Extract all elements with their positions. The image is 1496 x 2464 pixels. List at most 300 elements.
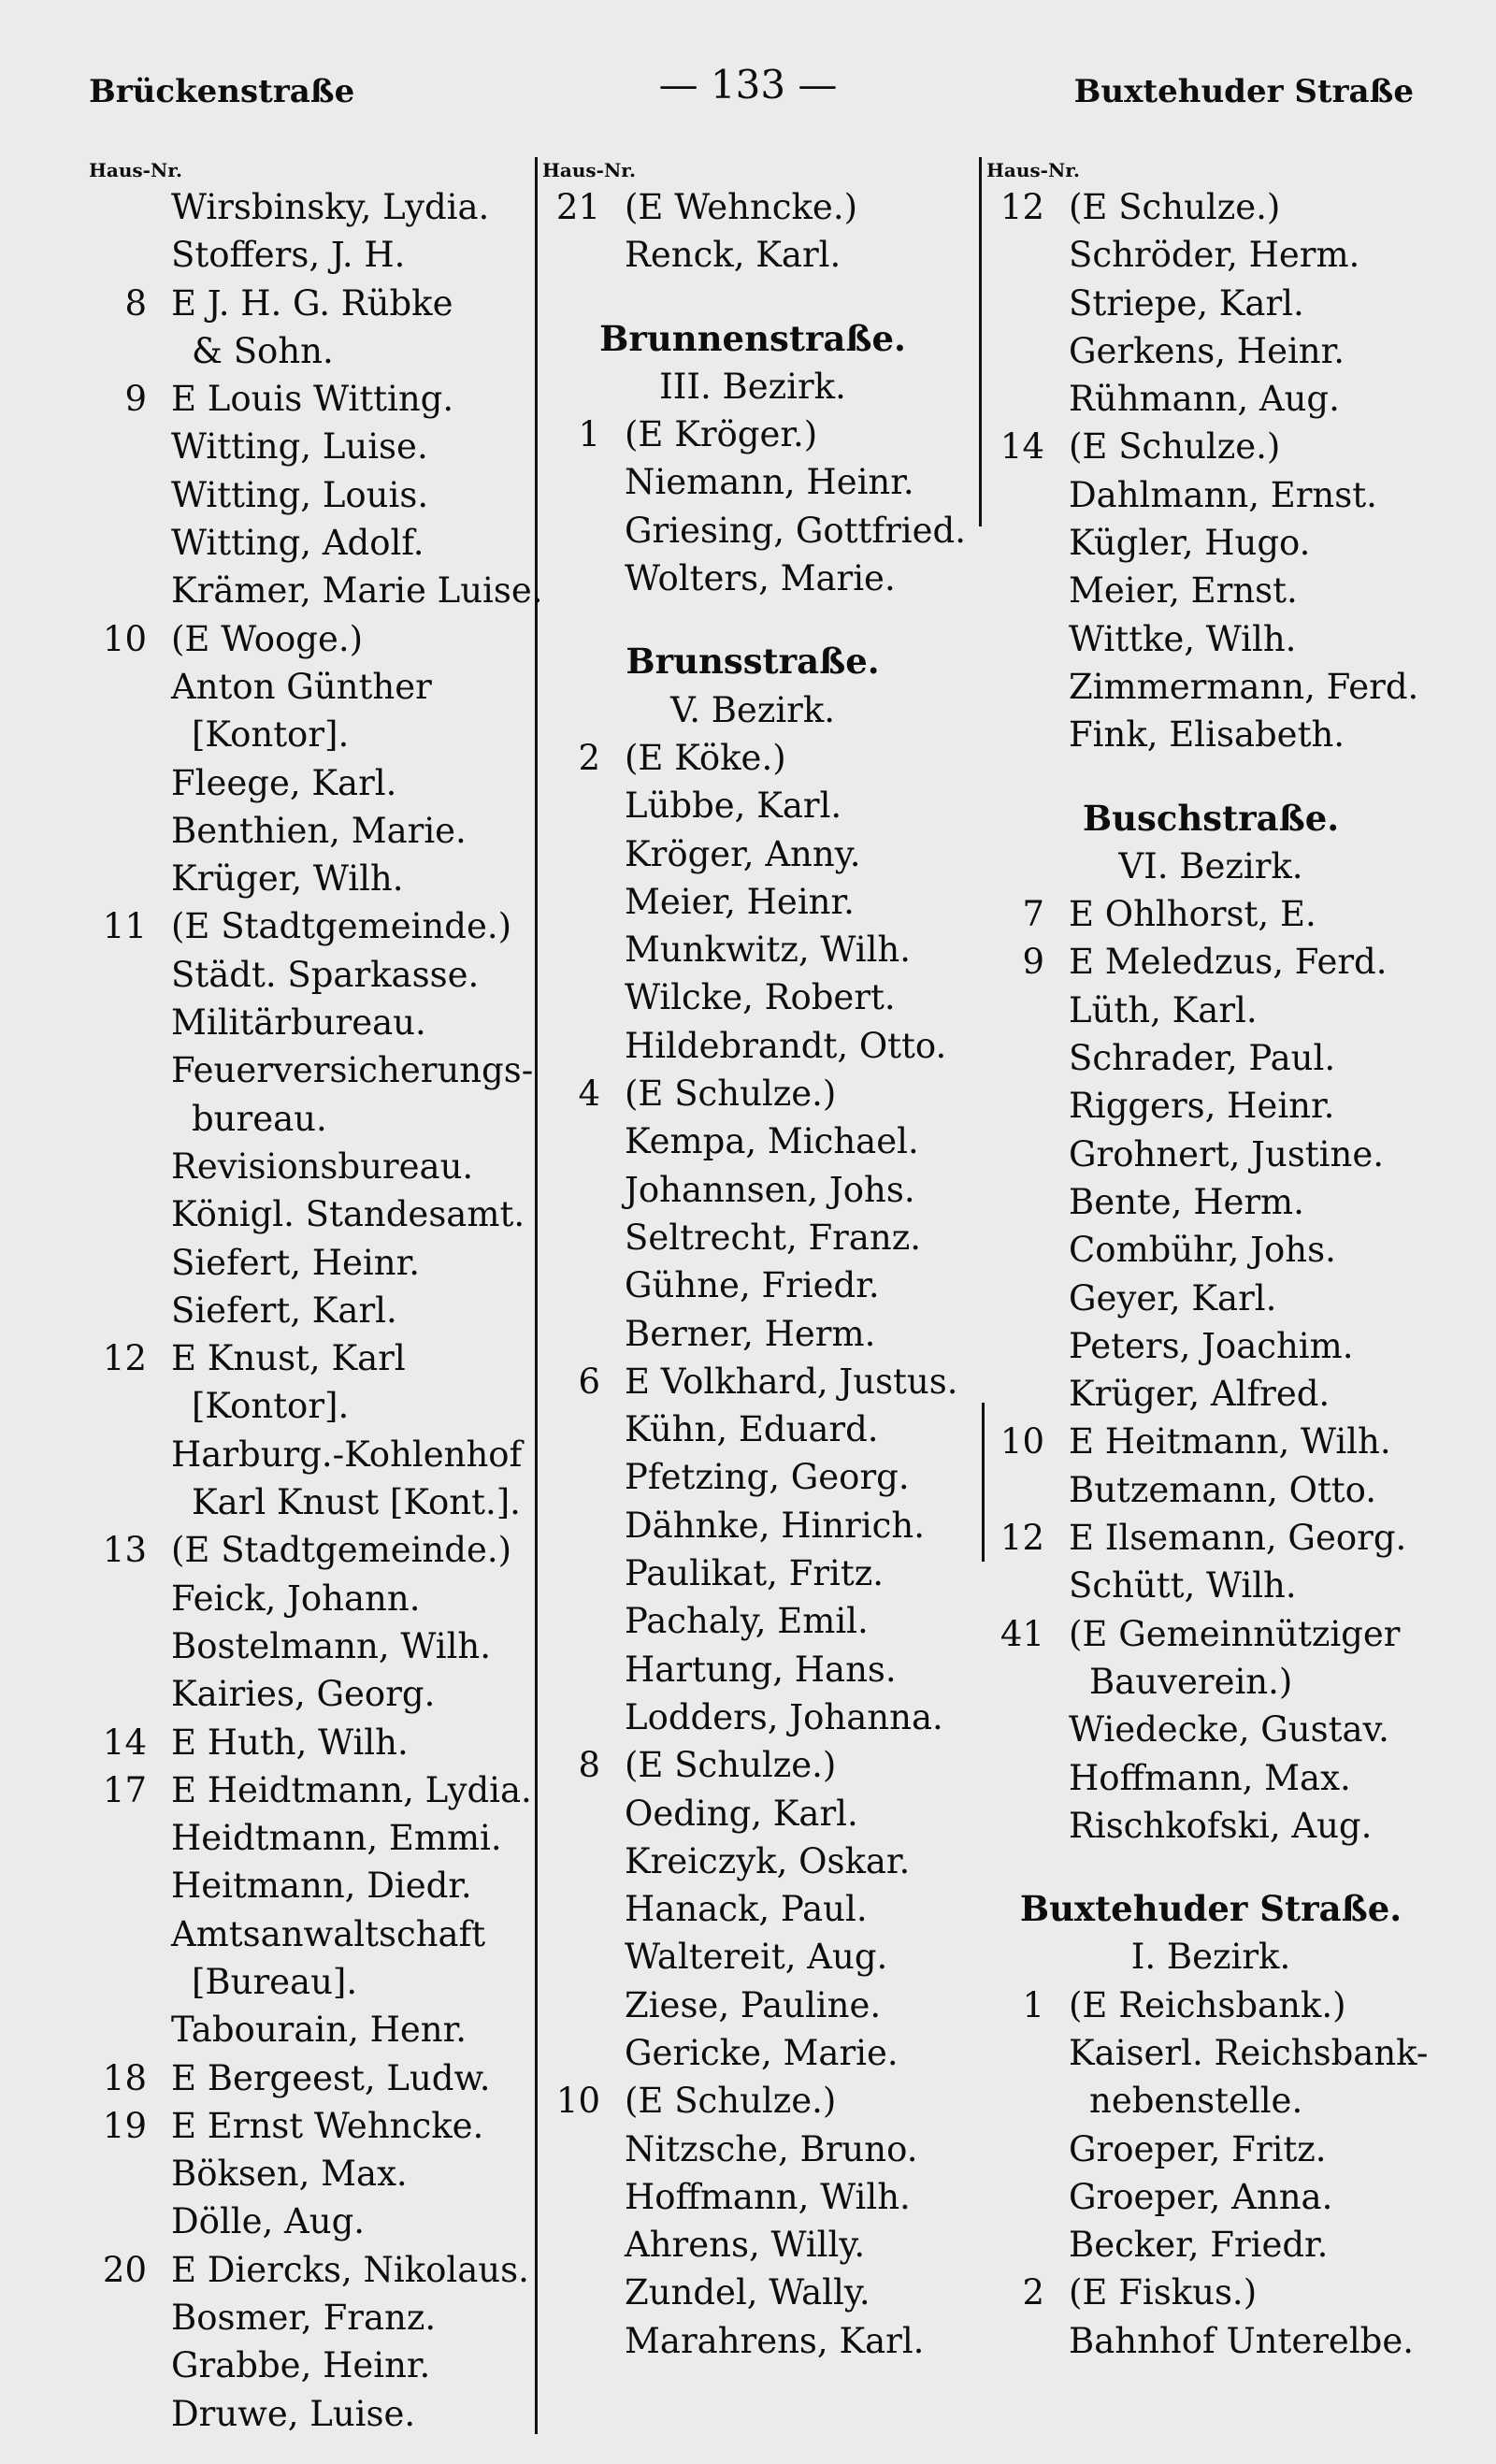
entry-text: Marahrens, Karl. [625,2320,925,2361]
entry-text: E Meledzus, Ferd. [1069,942,1388,983]
house-number: 8 [124,282,147,324]
directory-entry [89,183,538,231]
directory-entry [986,1706,1454,1753]
house-number: 18 [102,2057,147,2098]
entry-text: (E Gemeinnütziger [1069,1613,1401,1654]
entry-text: (E Köke.) [625,737,786,778]
directory-entry [986,2317,1454,2365]
house-number: 10 [102,618,147,659]
entry-text: Feick, Johann. [171,1578,421,1619]
entry-text: Gericke, Marie. [625,2032,899,2073]
entry-text: Städt. Sparkasse. [171,954,480,995]
house-number: 14 [102,1722,147,1763]
directory-entry [89,1143,538,1190]
entry-text: Druwe, Luise. [171,2393,416,2434]
directory-entry [89,519,538,567]
entry-text: Kröger, Anny. [625,833,861,874]
entry-text: Siefert, Heinr. [171,1242,420,1283]
entry-text: nebenstelle. [1089,2081,1303,2122]
entry-text: E Volkhard, Justus. [625,1361,958,1402]
directory-entry [89,1958,538,2006]
entry-text: Revisionsbureau. [171,1146,474,1187]
directory-entry [542,2269,982,2316]
entry-text: Lodders, Johanna. [625,1696,943,1737]
entry-text: (E Wehncke.) [625,187,858,227]
house-number: 4 [578,1073,600,1115]
directory-entry [986,1322,1454,1370]
spacer [542,280,982,315]
directory-entry [89,1622,538,1670]
entry-text: [Kontor]. [192,714,350,756]
directory-entry [986,1370,1454,1418]
directory-entry [542,734,982,782]
directory-entry [542,1549,982,1597]
entry-text: Becker, Friedr. [1069,2225,1329,2266]
directory-entry [542,1693,982,1741]
entry-text: (E Schulze.) [1069,426,1281,468]
directory-entry [89,855,538,902]
directory-entry [986,2125,1454,2173]
directory-entry [89,1382,538,1430]
directory-entry [89,2102,538,2150]
entry-text: E Ilsemann, Georg. [1069,1518,1407,1559]
entry-text: Hoffmann, Max. [1069,1757,1351,1798]
house-number: 10 [1000,1421,1044,1463]
directory-entry [89,2390,538,2438]
directory-entry [89,1287,538,1334]
directory-entry [986,375,1454,423]
entry-text: Tabourain, Henr. [171,2010,467,2051]
entry-text: Böksen, Max. [171,2154,408,2195]
entry-text: Stoffers, J. H. [171,235,406,276]
directory-entry [89,1190,538,1238]
directory-entry [986,1082,1454,1130]
directory-entry [542,1981,982,2029]
directory-entry [986,2221,1454,2269]
house-number: 1 [578,414,600,455]
entry-text: Meier, Heinr. [625,881,855,922]
entry-text: Schütt, Wilh. [1069,1565,1297,1607]
house-number: 12 [1000,1518,1044,1559]
entry-text: Kaiserl. Reichsbank- [1069,2032,1429,2073]
entry-text: Wiedecke, Gustav. [1069,1709,1389,1751]
directory-entry [89,2294,538,2342]
entry-text: Fleege, Karl. [171,762,397,803]
entry-text: Peters, Joachim. [1069,1325,1354,1366]
entry-text: Krüger, Wilh. [171,858,404,900]
directory-entry [986,2077,1454,2125]
directory-entry [986,987,1454,1034]
entry-text: Dahlmann, Ernst. [1069,474,1377,515]
directory-entry [986,1754,1454,1802]
house-number: 10 [555,2081,600,2122]
entry-text: (E Reichsbank.) [1069,1984,1346,2025]
entry-text: [Kontor]. [192,1386,350,1427]
directory-entry [89,327,538,375]
directory-entry [542,2173,982,2221]
entry-text: Benthien, Marie. [171,810,467,851]
entry-text: Hanack, Paul. [625,1889,868,1930]
entry-text: Witting, Luise. [171,426,428,468]
directory-entry [542,926,982,973]
entry-text: Dähnke, Hinrich. [625,1505,925,1546]
spacer [542,602,982,638]
directory-entry [986,1131,1454,1178]
directory-entry [89,759,538,807]
directory-entry [542,507,982,555]
directory-entry [89,951,538,999]
entry-text: Wolters, Marie. [625,558,896,599]
directory-entry [986,1610,1454,1658]
directory-entry [89,663,538,711]
entry-text: Bostelmann, Wilh. [171,1625,492,1666]
entry-text: Amtsanwaltschaft [171,1913,486,1954]
directory-entry [542,1117,982,1165]
directory-entry [542,1933,982,1981]
directory-entry [986,1514,1454,1562]
entry-text: E Knust, Karl [171,1338,406,1379]
directory-entry [542,1214,982,1261]
street-heading: Brunnenstraße. [599,317,906,359]
entry-text: E Huth, Wilh. [171,1722,409,1763]
entry-text: Hildebrandt, Otto. [625,1025,947,1066]
entry-text: (E Stadtgemeinde.) [171,1530,512,1571]
entry-text: Karl Knust [Kont.]. [192,1482,521,1523]
directory-entry [89,1719,538,1766]
entry-text: Pfetzing, Georg. [625,1457,910,1498]
directory-entry [89,280,538,327]
directory-entry [542,1502,982,1549]
entry-text: Feuerversicherungs- [171,1050,534,1091]
district-heading: III. Bezirk. [659,366,846,407]
directory-entry [89,1670,538,1718]
directory-entry [986,183,1454,231]
house-number-heading: Haus-Nr. [89,159,182,181]
directory-entry [89,2054,538,2102]
directory-entry [542,1261,982,1309]
house-number-heading: Haus-Nr. [542,159,636,181]
entry-text: bureau. [192,1098,327,1139]
entry-text: Dölle, Aug. [171,2201,366,2242]
entry-text: Lübbe, Karl. [625,785,842,827]
house-number: 8 [578,1745,600,1786]
directory-entry [542,2029,982,2077]
house-number: 14 [1000,426,1044,468]
directory-entry [986,327,1454,375]
entry-text: Siefert, Karl. [171,1290,397,1331]
directory-entry [542,1597,982,1645]
house-number: 2 [578,737,600,778]
entry-text: [Bureau]. [192,1961,358,2002]
directory-entry [89,2197,538,2245]
entry-text: Ahrens, Willy. [625,2225,866,2266]
house-number: 1 [1022,1984,1044,2025]
entry-text: (E Stadtgemeinde.) [171,906,512,947]
entry-text: Groeper, Anna. [1069,2176,1333,2217]
entry-text: Waltereit, Aug. [625,1937,888,1978]
house-number: 13 [102,1530,147,1571]
directory-entry [89,2006,538,2053]
directory-entry [986,567,1454,614]
directory-entry [986,280,1454,327]
entry-text: E Louis Witting. [171,379,454,420]
house-number: 12 [1000,187,1044,227]
directory-entry [542,1885,982,1933]
directory-entry [986,711,1454,758]
directory-entry [89,615,538,663]
entry-text: Bente, Herm. [1069,1181,1304,1222]
directory-entry [986,1275,1454,1322]
directory-entry [542,1453,982,1501]
street-heading: Buschstraße. [1082,797,1340,839]
running-header-right: Buxtehuder Straße [1073,73,1414,110]
entry-text: Berner, Herm. [625,1313,876,1354]
directory-entry [542,458,982,506]
directory-entry [89,375,538,423]
entry-text: Seltrecht, Franz. [625,1217,921,1258]
directory-entry [542,2221,982,2269]
directory-entry [986,2029,1454,2077]
entry-text: Witting, Adolf. [171,523,424,564]
entry-text: E Diercks, Nikolaus. [171,2249,529,2290]
directory-entry [89,471,538,519]
directory-entry [89,423,538,470]
directory-entry [89,1766,538,1814]
directory-entry [986,663,1454,711]
entry-text: (E Schulze.) [1069,187,1281,227]
entry-text: Schrader, Paul. [1069,1038,1336,1079]
directory-entry [986,1178,1454,1226]
house-number: 12 [102,1338,147,1379]
entry-text: Kügler, Hugo. [1069,523,1311,564]
directory-entry [986,1034,1454,1082]
directory-entry [986,2269,1454,2316]
entry-text: Kempa, Michael. [625,1121,919,1162]
house-number: 2 [1022,2272,1044,2313]
entry-text: Lüth, Karl. [1069,989,1258,1030]
district-heading: VI. Bezirk. [1118,845,1303,886]
directory-entry [986,1466,1454,1514]
directory-entry [89,807,538,855]
directory-entry [542,411,982,458]
directory-entry [986,231,1454,279]
entry-text: Krüger, Alfred. [1069,1374,1331,1415]
entry-text: Heidtmann, Emmi. [171,1818,502,1859]
entry-text: Kairies, Georg. [171,1674,436,1715]
entry-text: Rischkofski, Aug. [1069,1805,1373,1846]
entry-text: E Bergeest, Ludw. [171,2057,491,2098]
entry-text: & Sohn. [192,330,334,371]
entry-text: Harburg.-Kohlenhof [171,1434,523,1475]
entry-text: Johannsen, Johs. [625,1169,915,1210]
directory-entry [542,1646,982,1693]
entry-text: (E Schulze.) [625,1073,837,1115]
entry-text: Renck, Karl. [625,235,842,276]
entry-text: Meier, Ernst. [1069,570,1298,612]
entry-text: Striepe, Karl. [1069,282,1304,324]
entry-text: Wittke, Wilh. [1069,618,1297,659]
entry-text: (E Wooge.) [171,618,364,659]
directory-entry [986,471,1454,519]
house-number: 6 [578,1361,600,1402]
entry-text: Pachaly, Emil. [625,1601,869,1642]
entry-text: (E Schulze.) [625,2081,837,2122]
directory-entry [986,1226,1454,1274]
entry-text: Schröder, Herm. [1069,235,1360,276]
directory-entry [986,1981,1454,2029]
entry-text: Paulikat, Fritz. [625,1553,884,1594]
spacer [986,1850,1454,1885]
directory-entry [986,938,1454,986]
directory-entry [89,1814,538,1862]
entry-text: Groeper, Fritz. [1069,2128,1327,2169]
house-number: 41 [1000,1613,1044,1654]
house-number-heading: Haus-Nr. [986,159,1080,181]
column-divider [982,1403,985,1562]
house-number: 11 [102,906,147,947]
entry-text: Kreiczyk, Oskar. [625,1840,911,1881]
directory-entry [542,2125,982,2173]
directory-entry [542,2317,982,2365]
entry-text: Bosmer, Franz. [171,2298,437,2339]
district-heading: I. Bezirk. [1130,1937,1291,1978]
entry-text: Hartung, Hans. [625,1649,897,1690]
entry-text: Fink, Elisabeth. [1069,714,1345,756]
directory-entry [542,830,982,878]
entry-text: Riggers, Heinr. [1069,1086,1335,1127]
directory-entry [986,423,1454,470]
entry-text: E Ernst Wehncke. [171,2105,484,2146]
entry-text: E Heidtmann, Lydia. [171,1769,532,1810]
house-number: 21 [555,187,600,227]
directory-entry [542,555,982,602]
entry-text: Grabbe, Heinr. [171,2345,431,2386]
directory-entry [542,183,982,231]
entry-text: Oeding, Karl. [625,1793,858,1834]
directory-entry [986,1658,1454,1706]
entry-text: Hoffmann, Wilh. [625,2176,911,2217]
house-number: 9 [1022,942,1044,983]
directory-entry [89,567,543,614]
entry-text: Gühne, Friedr. [625,1265,880,1306]
directory-entry [89,1910,538,1958]
entry-text: E Heitmann, Wilh. [1069,1421,1391,1463]
entry-text: E J. H. G. Rübke [171,282,453,324]
directory-entry [986,1562,1454,1609]
directory-entry [89,999,538,1046]
directory-entry [986,2173,1454,2221]
entry-text: Königl. Standesamt. [171,1194,525,1235]
entry-text: Grohnert, Justine. [1069,1133,1384,1174]
directory-entry [542,1070,982,1117]
house-number: 7 [1022,894,1044,935]
entry-text: Griesing, Gottfried. [625,510,966,551]
house-number: 20 [102,2249,147,2290]
directory-entry [89,902,538,950]
directory-entry [986,1418,1454,1465]
directory-entry [89,1095,538,1143]
directory-entry [89,231,538,279]
directory-column-2 [542,157,982,2365]
running-header-left: Brückenstraße [89,73,355,110]
directory-entry [89,1526,538,1574]
entry-text: Kühn, Eduard. [625,1409,879,1450]
spacer [986,759,1454,795]
directory-entry [89,1046,538,1094]
entry-text: Butzemann, Otto. [1069,1469,1377,1510]
directory-column-1 [89,157,543,2438]
entry-text: Militärbureau. [171,1002,426,1044]
entry-text: Geyer, Karl. [1069,1277,1277,1318]
directory-entry [542,782,982,829]
house-number: 17 [102,1769,147,1810]
entry-text: Nitzsche, Bruno. [625,2128,918,2169]
entry-text: (E Schulze.) [625,1745,837,1786]
entry-text: Zimmermann, Ferd. [1069,666,1419,707]
entry-text: Niemann, Heinr. [625,462,914,503]
directory-entry [542,1166,982,1214]
entry-text: Munkwitz, Wilh. [625,929,911,971]
entry-text: Rühmann, Aug. [1069,379,1340,420]
directory-entry [89,1575,538,1622]
entry-text: Heitmann, Diedr. [171,1866,472,1907]
entry-text: Anton Günther [171,666,432,707]
directory-entry [89,1334,538,1382]
directory-entry [542,231,982,279]
entry-text: Bahnhof Unterelbe. [1069,2320,1415,2361]
directory-column-3 [986,157,1454,2365]
directory-entry [542,973,982,1021]
entry-text: Witting, Louis. [171,474,429,515]
entry-text: (E Fiskus.) [1069,2272,1258,2313]
entry-text: Combühr, Johs. [1069,1230,1336,1271]
directory-entry [89,2246,538,2294]
directory-entry [542,1790,982,1837]
directory-entry [89,2342,538,2389]
entry-text: Ziese, Pauline. [625,1984,882,2025]
district-heading: V. Bezirk. [669,689,836,730]
directory-entry [542,1358,982,1405]
entry-text: Krämer, Marie Luise. [171,570,543,612]
directory-entry [89,1478,538,1526]
directory-entry [986,519,1454,567]
directory-entry [542,2077,982,2125]
directory-entry [542,1837,982,1885]
house-number: 19 [102,2105,147,2146]
directory-entry [542,1741,982,1789]
directory-entry [89,711,538,758]
house-number: 9 [124,379,147,420]
entry-text: Bauverein.) [1089,1661,1293,1702]
street-heading: Buxtehuder Straße. [1019,1888,1402,1930]
directory-entry [89,1862,538,1909]
directory-entry [542,1405,982,1453]
directory-entry [986,615,1454,663]
entry-text: (E Kröger.) [625,414,818,455]
entry-text: Wirsbinsky, Lydia. [171,187,490,227]
entry-text: Gerkens, Heinr. [1069,330,1345,371]
directory-entry [89,1239,538,1287]
directory-entry [89,2150,538,2197]
entry-text: E Ohlhorst, E. [1069,894,1316,935]
directory-entry [542,1310,982,1358]
directory-entry [542,1022,982,1070]
entry-text: Zundel, Wally. [625,2272,870,2313]
directory-entry [89,1431,538,1478]
entry-text: Wilcke, Robert. [625,977,896,1018]
directory-entry [542,878,982,926]
directory-entry [986,1802,1454,1850]
